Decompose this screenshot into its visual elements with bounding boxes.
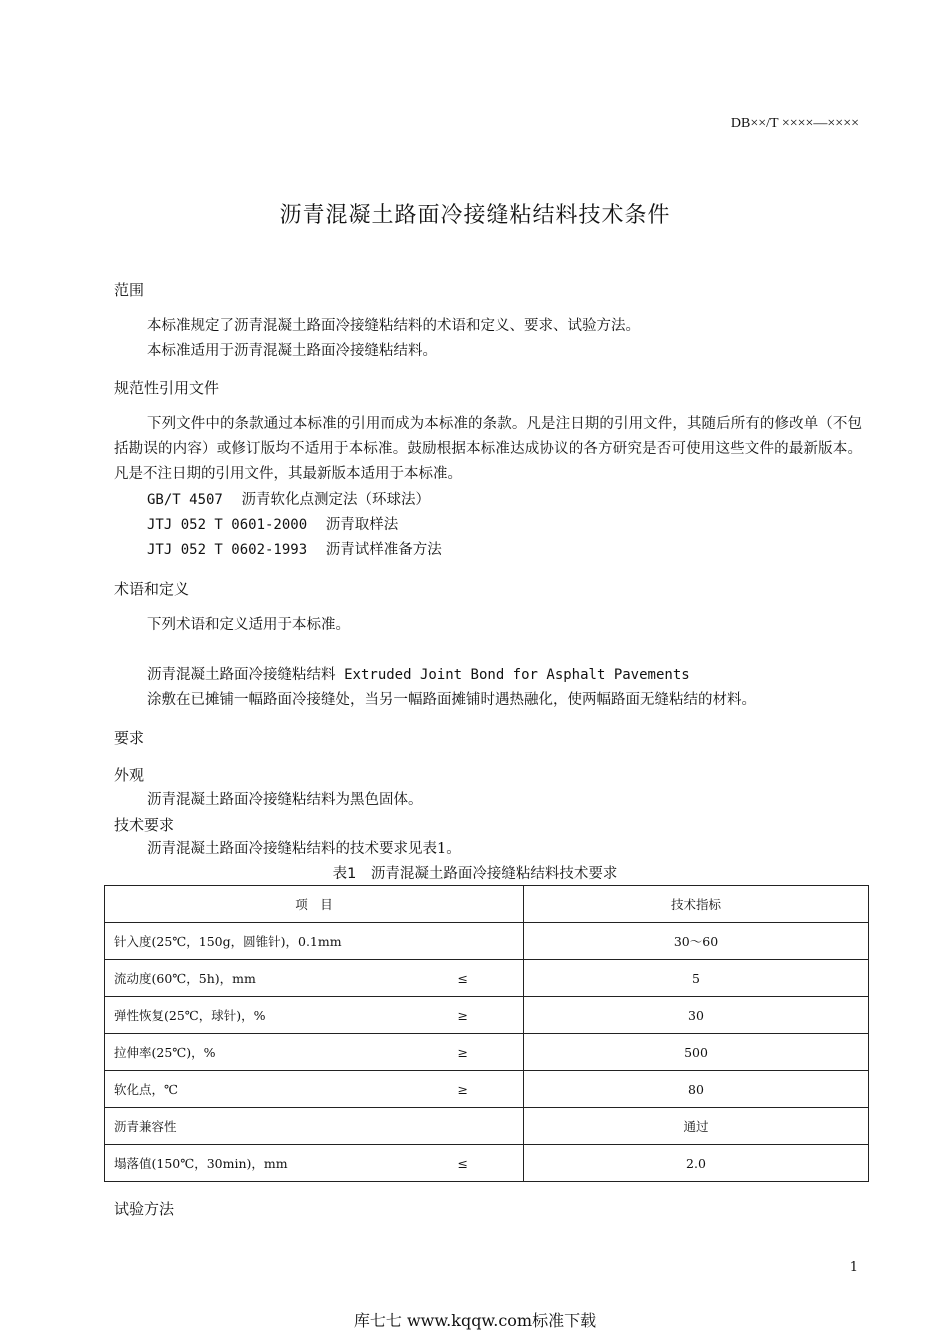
term-english: Extruded Joint Bond for Asphalt Pavements [344,667,690,683]
item-label: 针入度(25℃，150g，圆锥针)，0.1mm [114,934,342,949]
table-row [105,960,869,997]
test-methods-heading: 试验方法 [114,1200,175,1218]
operator: ≥ [457,1007,468,1023]
term-definition: 涂敷在已摊铺一幅路面冷接缝处，当另一幅路面摊铺时遇热融化，使两幅路面无缝粘结的材料。 [147,692,756,708]
ref-name: 沥青软化点测定法（环球法） [241,492,430,508]
requirements-table [104,885,869,1182]
scope-heading: 范围 [114,281,145,299]
operator: ≤ [457,1155,468,1171]
item-label: 流动度(60℃，5h)，mm [114,971,256,986]
ref-code: JTJ 052 T 0602-1993 [147,542,308,558]
terms-intro: 下列术语和定义适用于本标准。 [147,617,350,633]
row-value: 30～60 [524,923,869,960]
table-row [105,923,869,960]
page-number: 1 [849,1260,858,1275]
item-label: 拉伸率(25℃)，% [114,1045,216,1060]
tech-requirements-heading: 技术要求 [114,816,175,834]
row-item [105,960,524,997]
refs-paragraph: 下列文件中的条款通过本标准的引用而成为本标准的条款。凡是注日期的引用文件，其随后所有的修改单（不包括勘误的内容）或修订版均不适用于本标准。鼓励根据本标准达成协议的各方研究是否可使用这些文件的最新版本。凡是不注日期的引用文件，其最新版本适用于本标准。 [114,416,862,482]
document-number: DB××/T ××××—×××× [730,116,859,131]
row-value: 通过 [524,1108,869,1145]
item-label: 软化点，℃ [114,1082,178,1097]
header-item: 项 目 [105,886,524,923]
table-row [105,1145,869,1182]
refs-heading: 规范性引用文件 [114,379,220,397]
ref-name: 沥青试样准备方法 [325,542,442,558]
ref-code: GB/T 4507 [147,492,223,508]
term-entry [147,663,690,687]
operator: ≥ [457,1044,468,1060]
row-item [105,1108,524,1145]
ref-name: 沥青取样法 [325,517,399,533]
scope-line-2: 本标准适用于沥青混凝土路面冷接缝粘结料。 [147,343,437,359]
footer-watermark: 库七七 www.kqqw.com标准下载 [353,1311,597,1330]
term-chinese: 沥青混凝土路面冷接缝粘结料 [147,667,336,683]
item-label: 塌落值(150℃，30min)，mm [114,1156,288,1171]
operator: ≤ [457,970,468,986]
scope-line-1: 本标准规定了沥青混凝土路面冷接缝粘结料的术语和定义、要求、试验方法。 [147,318,640,334]
ref-item-2 [147,513,398,537]
row-value: 5 [524,960,869,997]
table-row [105,1071,869,1108]
row-item [105,1034,524,1071]
document-title: 沥青混凝土路面冷接缝粘结料技术条件 [279,203,671,228]
table-row [105,1034,869,1071]
row-item [105,1145,524,1182]
table-header-row [105,886,869,923]
requirements-heading: 要求 [114,729,145,747]
row-value: 500 [524,1034,869,1071]
appearance-heading: 外观 [114,766,145,784]
header-value: 技术指标 [524,886,869,923]
item-label: 沥青兼容性 [114,1119,177,1134]
ref-code: JTJ 052 T 0601-2000 [147,517,308,533]
row-value: 2.0 [524,1145,869,1182]
ref-item-1 [147,488,430,512]
ref-item-3 [147,538,442,562]
operator: ≥ [457,1081,468,1097]
appearance-text: 沥青混凝土路面冷接缝粘结料为黑色固体。 [147,792,423,808]
row-item [105,1071,524,1108]
table-row [105,997,869,1034]
row-value: 30 [524,997,869,1034]
row-value: 80 [524,1071,869,1108]
tech-requirements-text: 沥青混凝土路面冷接缝粘结料的技术要求见表1。 [147,841,461,857]
table-caption: 表1 沥青混凝土路面冷接缝粘结料技术要求 [332,866,618,882]
row-item [105,923,524,960]
terms-heading: 术语和定义 [114,580,190,598]
table-row [105,1108,869,1145]
row-item [105,997,524,1034]
item-label: 弹性恢复(25℃，球针)，% [114,1008,266,1023]
